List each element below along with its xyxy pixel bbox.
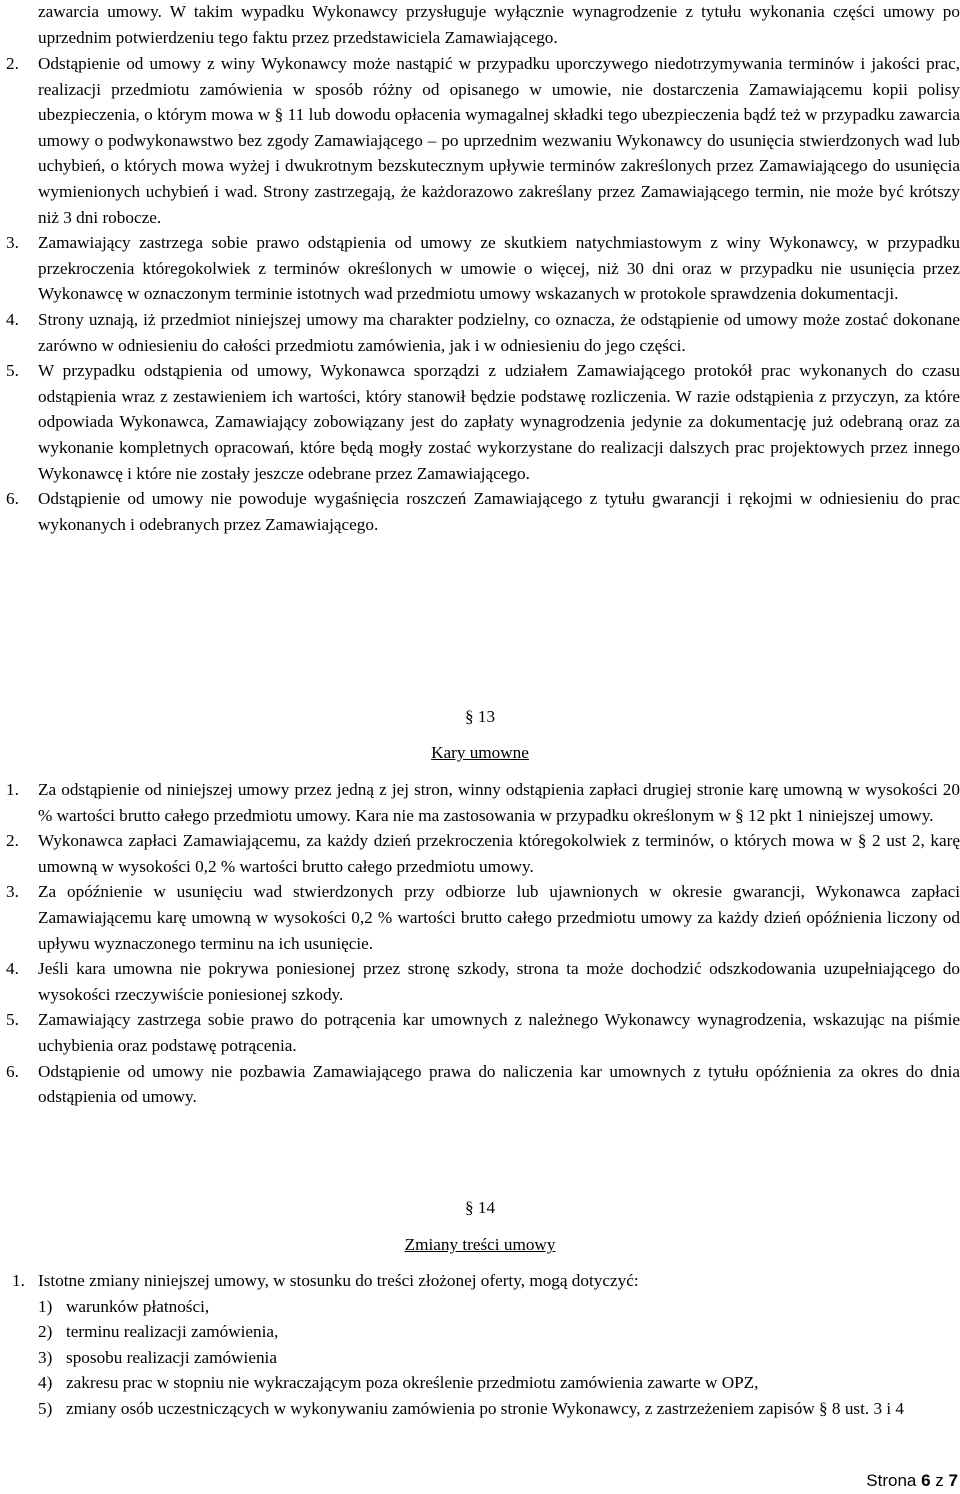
- section-13-title: Kary umowne: [431, 743, 529, 762]
- page-footer: [866, 1470, 958, 1492]
- subitem-text: zmiany osób uczestniczących w wykonywaniu zamówienia po stronie Wykonawcy, z zastrzeżeniem zapisów § 8 ust. 3 i 4: [66, 1398, 905, 1418]
- item-text: Za odstąpienie od niniejszej umowy przez jedną z jej stron, winny odstąpienia zapłaci drugiej stronie karę umowną w wysokości 20 % wartości brutto całego przedmiotu umowy. Kara nie ma zastosowania w przypadku określonym w § 12 pkt 1 niniejszej umowy.: [38, 780, 960, 825]
- list-item: [0, 51, 960, 230]
- subitem-number: 1): [38, 1296, 53, 1316]
- subitem-number: 2): [38, 1322, 53, 1342]
- footer-label: Strona: [866, 1471, 917, 1490]
- subitem-text: terminu realizacji zamówienia,: [66, 1322, 279, 1342]
- subitem-number: 4): [38, 1373, 53, 1393]
- list-item: [0, 828, 960, 879]
- item-number: 3.: [6, 233, 19, 253]
- sub-list-item: [0, 1294, 960, 1320]
- section-14-number: § 14: [464, 1198, 496, 1217]
- item-text: Jeśli kara umowna nie pokrywa poniesionej przez stronę szkody, strona ta może dochodzić odszkodowania uzupełniającego do wysokości rzeczywiście poniesionej szkody.: [38, 959, 960, 1004]
- sub-list-item: [0, 1319, 960, 1345]
- item-number: 1.: [12, 1271, 25, 1290]
- sub-list-item: [0, 1396, 960, 1422]
- item-text: Odstąpienie od umowy z winy Wykonawcy może nastąpić w przypadku uporczywego niedotrzymywania terminów i jakości prac, realizacji przedmiotu zamówienia w sposób różny od opisanego w umowie, nie dostarczenia Zamawiającemu kopii polisy ubezpieczenia, o którym mowa w § 11 lub dowodu opłacenia wymagalnej składki tego ubezpieczenia bądź też w przypadku zawarcia umowy o podwykonawstwo bez zgody Zamawiającego – po uprzednim wezwaniu Wykonawcy do usunięcia stwierdzonych wad lub uchybień, o których mowa wyżej i dwukrotnym bezskutecznym upływie terminów zakreślonych przez Zamawiającego do usunięcia wymienionych uchybień i wad. Strony zastrzegają, że każdorazowo zakreślany przez Zamawiającego termin, nie może być krótszy niż 3 dni robocze.: [38, 54, 960, 227]
- item-number: 4.: [6, 959, 19, 979]
- subitem-number: 5): [38, 1398, 53, 1418]
- list-item: [0, 879, 960, 956]
- subitem-number: 3): [38, 1347, 53, 1367]
- item-text: Wykonawca zapłaci Zamawiającemu, za każdy dzień przekroczenia któregokolwiek z terminów, o których mowa w § 2 ust 2, karę umowną w wysokości 0,2 % wartości brutto całego przedmiotu umowy.: [38, 831, 960, 876]
- item-text: Zamawiający zastrzega sobie prawo odstąpienia od umowy ze skutkiem natychmiastowym z winy Wykonawcy, w przypadku przekroczenia któregokolwiek z terminów określonych w umowie o więcej, niż 30 dni oraz w przypadku nie usunięcia przez Wykonawcę w oznaczonym terminie istotnych wad przedmiotu umowy wskazanych w protokole sprawdzenia dokumentacji.: [38, 233, 960, 304]
- footer-of: z: [935, 1471, 944, 1490]
- item-text: Za opóźnienie w usunięciu wad stwierdzonych przy odbiorze lub ujawnionych w okresie gwarancji, Wykonawca zapłaci Zamawiającemu karę umowną w wysokości 0,2 % wartości brutto całego przedmiotu umowy za każdy dzień opóźnienia liczony od upływu wyznaczonego terminu na ich usunięcie.: [38, 882, 960, 953]
- item-text: Zamawiający zastrzega sobie prawo do potrącenia kar umownych z należnego Wykonawcy wynagrodzenia, wskazując na piśmie uchybienia oraz podstawę potrącenia.: [38, 1010, 960, 1055]
- list-item: [0, 307, 960, 358]
- list-item: [0, 230, 960, 307]
- footer-page-total: 7: [948, 1471, 958, 1490]
- item-text: W przypadku odstąpienia od umowy, Wykonawca sporządzi z udziałem Zamawiającego protokół prac wykonanych do czasu odstąpienia wraz z zestawieniem ich wartości, który stanowił będzie podstawę rozliczenia. W razie odstąpienia z przyczyn, za które odpowiada Wykonawca, Zamawiający zobowiązany jest do zapłaty wynagrodzenia jedynie za dokumentację już odebraną oraz za wykonanie kompletnych opracowań, które będą mogły zostać wykorzystane do realizacji dalszych prac projektowych przez innego Wykonawcę i które nie zostały jeszcze odebrane przez Zamawiającego.: [38, 361, 960, 483]
- section-13-number: § 13: [464, 707, 496, 726]
- item-number: 3.: [6, 882, 19, 902]
- section-14-items: [0, 1268, 960, 1422]
- list-item: [0, 956, 960, 1007]
- item-number: 2.: [6, 54, 19, 73]
- list-item: [0, 1059, 960, 1110]
- item-text: Odstąpienie od umowy nie powoduje wygaśnięcia roszczeń Zamawiającego z tytułu gwarancji i rękojmi w odniesieniu do prac wykonanych i odebranych przez Zamawiającego.: [38, 489, 960, 534]
- item-text: Odstąpienie od umowy nie pozbawia Zamawiającego prawa do naliczenia kar umownych z tytułu opóźnienia za okres do dnia odstąpienia od umowy.: [38, 1061, 960, 1107]
- item-number: 6.: [6, 1061, 19, 1081]
- list-item: [0, 1268, 960, 1294]
- item-text: Strony uznają, iż przedmiot niniejszej umowy ma charakter podzielny, co oznacza, że odstąpienie od umowy może zostać dokonane zarówno w odniesieniu do całości przedmiotu zamówienia, jak i w odniesieniu do jego części.: [38, 309, 960, 355]
- item-number: 4.: [6, 309, 19, 329]
- list-item: [0, 358, 960, 486]
- list-item: [0, 1007, 960, 1058]
- item-text: Istotne zmiany niniejszej umowy, w stosunku do treści złożonej oferty, mogą dotyczyć:: [38, 1271, 639, 1290]
- section-13-items: [0, 777, 960, 1110]
- subitem-text: sposobu realizacji zamówienia: [66, 1347, 277, 1367]
- section-14-title: Zmiany treści umowy: [404, 1235, 556, 1254]
- item-number: 5.: [6, 361, 19, 381]
- item-number: 2.: [6, 831, 19, 851]
- list-item: [0, 486, 960, 537]
- intro-paragraph: zawarcia umowy. W takim wypadku Wykonawcy przysługuje wyłącznie wynagrodzenie z tytułu wykonania części umowy po uprzednim potwierdzeniu tego faktu przez przedstawiciela Zamawiającego.: [38, 2, 960, 47]
- subitem-text: warunków płatności,: [66, 1296, 210, 1316]
- item-number: 1.: [6, 780, 19, 799]
- item-number: 5.: [6, 1010, 19, 1030]
- item-number: 6.: [6, 489, 19, 509]
- section-12-items: [0, 51, 960, 537]
- sub-list-item: [0, 1370, 960, 1396]
- list-item: [0, 777, 960, 828]
- sub-list-item: [0, 1345, 960, 1371]
- subitem-text: zakresu prac w stopniu nie wykraczającym poza określenie przedmiotu zamówienia zawarte w OPZ,: [66, 1373, 759, 1393]
- footer-page-number: 6: [921, 1471, 931, 1490]
